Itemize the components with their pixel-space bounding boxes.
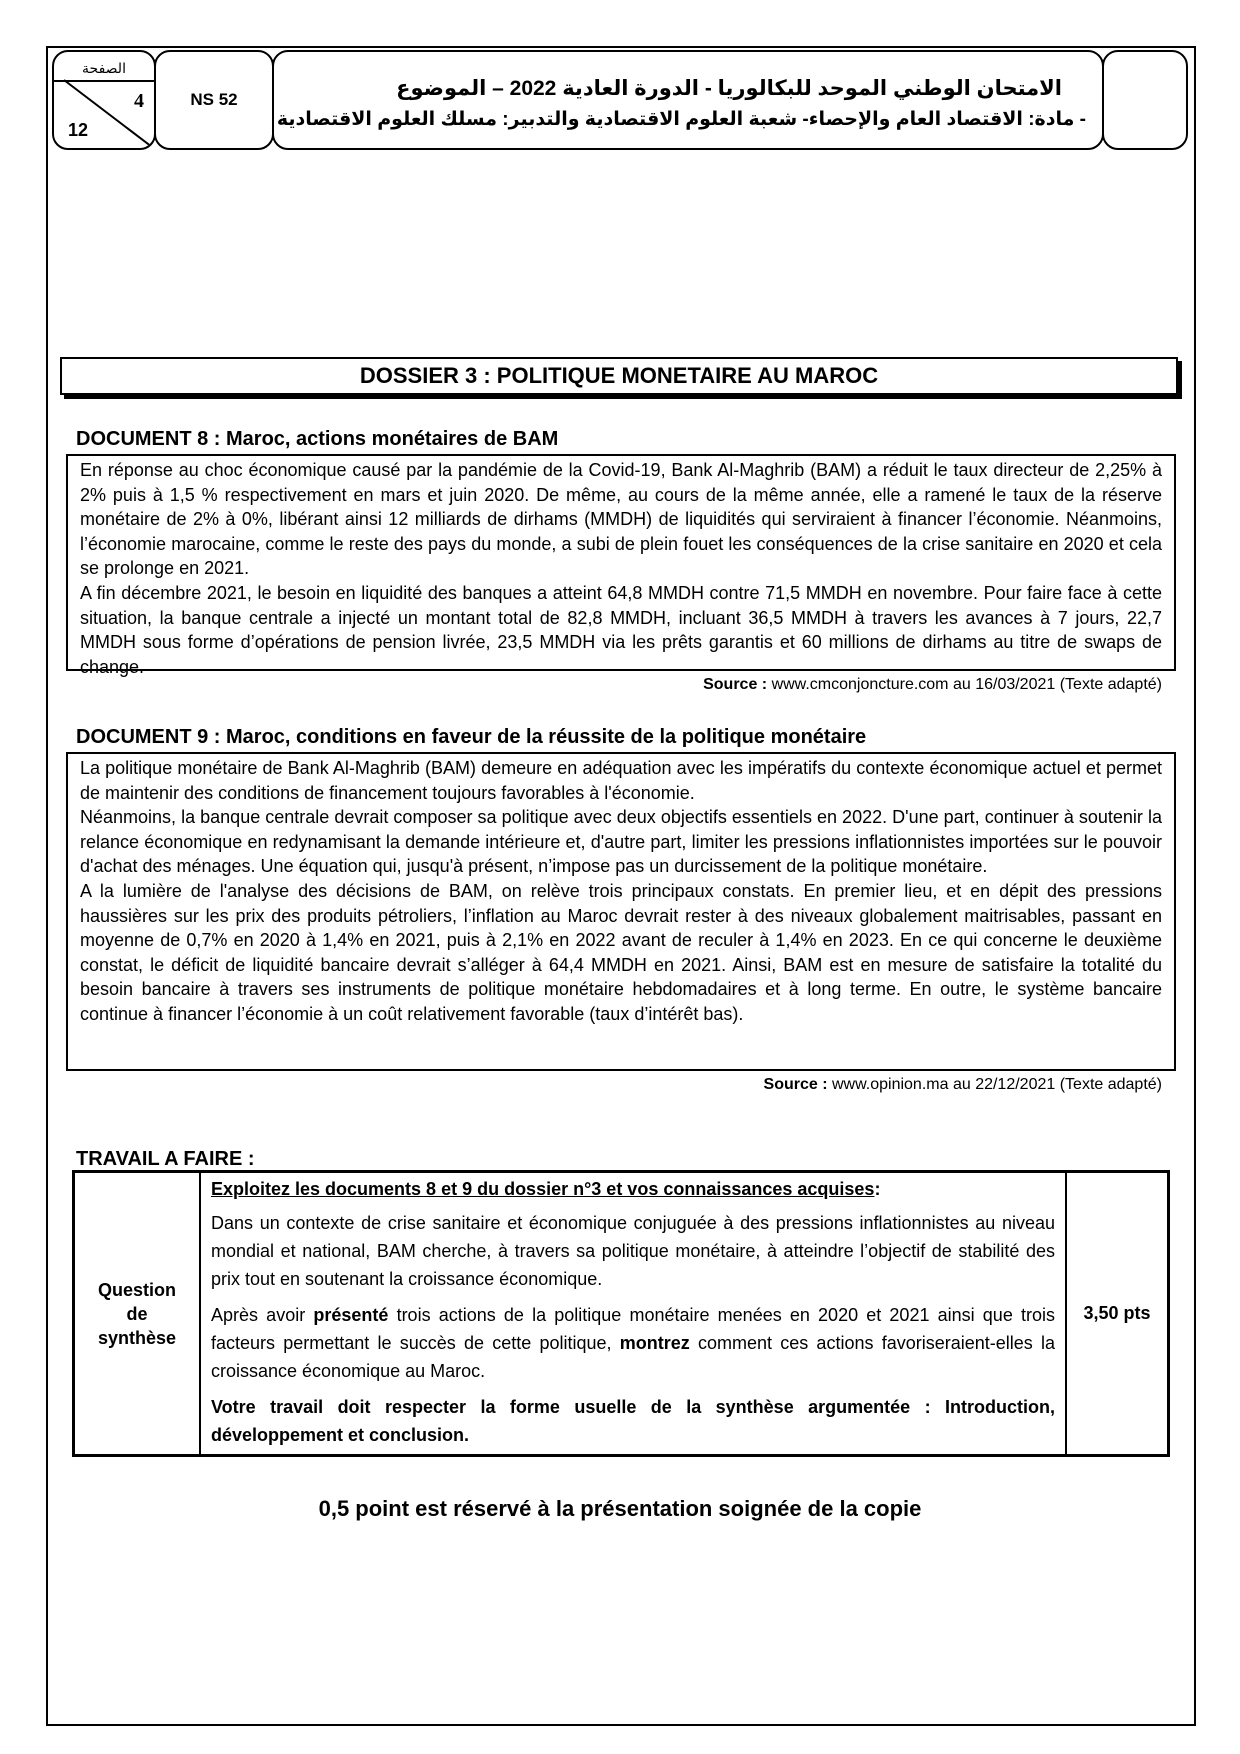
question-label: synthèse (97, 1327, 177, 1348)
source-label: Source : (703, 676, 768, 693)
document8-source (703, 676, 1162, 694)
document9-title: DOCUMENT 9 : Maroc, conditions en faveur de la réussite de la politique monétaire (76, 726, 867, 748)
question-label: de (126, 1303, 148, 1324)
document8-paragraph: En réponse au choc économique causé par la pandémie de la Covid-19, Bank Al-Maghrib (BAM) a réduit le taux directeur de 2,25% à 2% puis à 1,5 % respectivement en mars et juin 2020. De même, au cours de la même année, elle a ramené le taux de la réserve monétaire de 2% à 0%, libérant ainsi 12 milliards de dirhams (MMDH) de liquidités qui serviraient à financer l’économie. Néanmoins, l’économie marocaine, comme le reste des pays du monde, a subi de plein fouet les conséquences de la crise sanitaire en 2020 et cela se prolonge en 2021. (80, 460, 1162, 579)
question-keyword: montrez (619, 1333, 690, 1353)
document9-box (66, 752, 1176, 1071)
instruction-text: Exploitez les documents 8 et 9 du dossier n°3 et vos connaissances acquises (211, 1179, 875, 1199)
exam-title-box (272, 50, 1104, 150)
question-part: Après avoir (211, 1305, 314, 1325)
page-number: 4 (134, 90, 144, 112)
question-content-cell (200, 1172, 1066, 1456)
document9-source (764, 1076, 1162, 1094)
question-label: Question (97, 1279, 176, 1300)
page-number-box (52, 50, 156, 150)
question-type-cell (74, 1172, 201, 1456)
question-part: comment ces actions favoriseraient-elles la croissance économique au Maroc. (211, 1333, 1055, 1381)
question-text (211, 1301, 1055, 1385)
document8-box (66, 454, 1176, 677)
dossier-title: DOSSIER 3 : POLITIQUE MONETAIRE AU MAROC (60, 357, 1178, 395)
context-text: Dans un contexte de crise sanitaire et économique conjuguée à des pressions inflationnistes au niveau mondial et national, BAM cherche, à travers sa politique monétaire, à atteindre l’objectif de stabilité des prix tout en soutenant la croissance économique. (211, 1213, 1055, 1289)
exam-code-box (154, 50, 274, 150)
page-label: الصفحة (54, 58, 154, 82)
form-note: Votre travail doit respecter la forme usuelle de la synthèse argumentée : Introduction, développement et conclusion. (211, 1397, 1055, 1445)
presentation-note: 0,5 point est réservé à la présentation soignée de la copie (318, 1496, 922, 1521)
task-heading: TRAVAIL A FAIRE : (76, 1148, 255, 1170)
source-text: www.opinion.ma au 22/12/2021 (Texte adapté) (832, 1076, 1162, 1093)
task-table (72, 1170, 1170, 1457)
instruction (211, 1175, 1055, 1203)
exam-title-line2: - مادة: الاقتصاد العام والإحصاء- شعبة العلوم الاقتصادية والتدبير: مسلك العلوم الاقتصادية (276, 109, 1086, 130)
document9-paragraph: Néanmoins, la banque centrale devrait composer sa politique avec deux objectifs essentiels en 2022. D'une part, continuer à soutenir la relance économique en redynamisant la demande intérieure et, d'autre part, limiter les pressions inflationnistes importées sur le pouvoir d'achat des ménages. Une équation qui, jusqu'à présent, n’impose pas un durcissement de la politique monétaire. (80, 807, 1162, 877)
instruction-colon: : (874, 1179, 881, 1199)
points-cell: 3,50 pts (1066, 1172, 1169, 1456)
source-text: www.cmconjoncture.com au 16/03/2021 (Texte adapté) (771, 676, 1162, 693)
source-label: Source : (763, 1076, 828, 1093)
document9-paragraph: A la lumière de l'analyse des décisions de BAM, on relève trois principaux constats. En premier lieu, et en dépit des pressions haussières sur les prix des produits pétroliers, l’inflation au Maroc devrait rester à des niveaux globalement maitrisables, passant en moyenne de 0,7% en 2020 à 1,4% en 2021, puis à 2,1% en 2022 avant de reculer à 1,4% en 2023. En ce qui concerne le deuxième constat, le déficit de liquidité bancaire devrait s’alléger à 64,4 MMDH en 2021. Ainsi, BAM est en mesure de satisfaire la totalité du besoin bancaire à travers ses instruments de politique monétaire hebdomadaires et à long terme. En outre, le système bancaire continue à financer l’économie à un coût relativement favorable (taux d’intérêt bas). (80, 880, 1162, 1024)
question-keyword: présenté (313, 1305, 389, 1325)
empty-header-box (1102, 50, 1188, 150)
exam-title-line1: الامتحان الوطني الموحد للبكالوريا - الدورة العادية 2022 – الموضوع (396, 77, 1062, 100)
document9-paragraph: La politique monétaire de Bank Al-Maghrib (BAM) demeure en adéquation avec les impératifs du contexte économique actuel et permet de maintenir des conditions de financement toujours favorables à l'économie. (80, 758, 1162, 803)
document8-paragraph: A fin décembre 2021, le besoin en liquidité des banques a atteint 64,8 MMDH contre 71,5 MMDH en novembre. Pour faire face à cette situation, la banque centrale a injecté un montant total de 82,8 MMDH, incluant 36,5 MMDH à travers les avances à 7 jours, 22,7 MMDH sous forme d’opérations de pension livrée, 23,5 MMDH via les prêts garantis et 60 millions de dirhams au titre de swaps de change. (80, 582, 1162, 677)
document8-title: DOCUMENT 8 : Maroc, actions monétaires de BAM (76, 428, 559, 450)
total-pages: 12 (68, 120, 89, 140)
exam-code: NS 52 (190, 90, 238, 109)
question-part: trois actions de la politique monétaire menées en 2020 et 2021 ainsi que trois facteurs permettant le succès de cette politique, (211, 1305, 1055, 1353)
